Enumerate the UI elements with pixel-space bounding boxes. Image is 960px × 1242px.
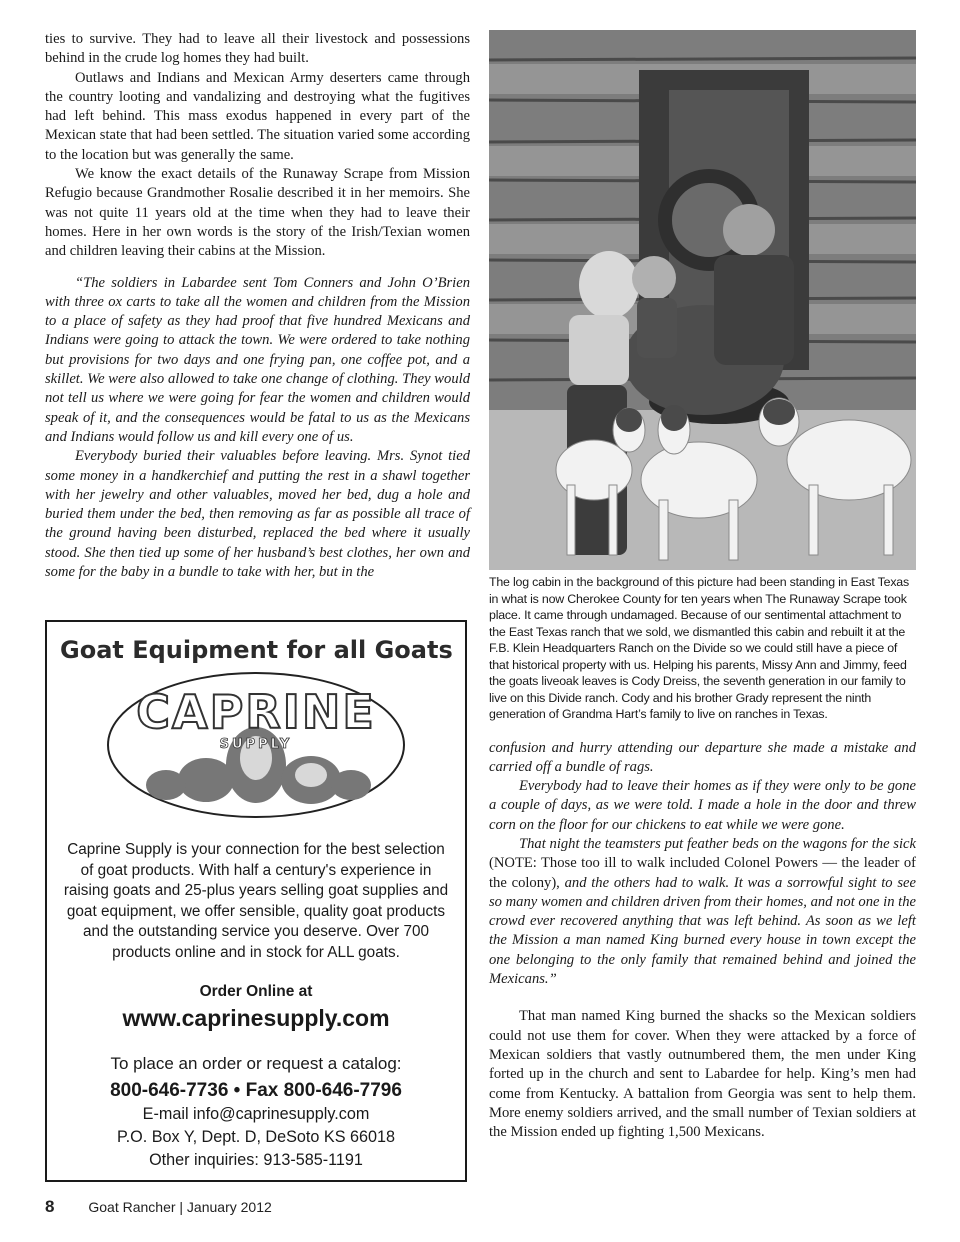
order-online-label: Order Online at	[199, 983, 313, 1000]
quote-paragraph: Everybody buried their valuables before leaving. Mrs. Synot tied some money in a handkerchief and putting the rest in a shawl together with her jewelry and other valuables, moved her bed, dug a hole and buried them under the bed, then removing as far as possible all trace of the ground having been disturbed, replaced the bed where it usually stood. She then tied up some of her husband’s best clothes, her own and some for the baby in a bundle to take with her, but in the	[45, 448, 470, 581]
publication-info: Goat Rancher | January 2012	[88, 1199, 272, 1215]
logo-text: CAPRINE	[136, 685, 376, 739]
quote-paragraph-mixed	[489, 835, 916, 989]
editor-note: (NOTE: Those too ill to walk included Colonel Powers — the leader of the colony),	[489, 855, 916, 891]
cabin-family-goats-photo	[489, 30, 916, 570]
quote-paragraph: “The soldiers in Labardee sent Tom Conners and John O’Brien with three ox carts to take all the women and children from the Mission to a place of safety as they had proof that five hundred Mexicans and Indians were going to attack the town. We were ordered to take nothing but provisions for two days and one frying pan, one coffee pot, and a skillet. We were also allowed to take one change of clothing. They would not tell us where we were going for fear the women and children would speak of it, and the consequences would be fatal to us as the Mexicans and Indians would follow us and kill every one of us.	[45, 274, 470, 445]
ad-description: Caprine Supply is your connection for the best selection of goat products. With half a century's experience in raising goats and 25-plus years selling goat supplies and goat equipment, we offer sensible, quality goat products and the outstanding service you deserve. Over 700 products online and in stock for ALL goats.	[63, 841, 449, 961]
right-column	[489, 30, 916, 1142]
right-body-text	[489, 739, 916, 1143]
quote-part: That night the teamsters put feather beds on the wagons for the sick	[519, 835, 916, 852]
photo-illustration	[489, 30, 916, 570]
quote-part: and the others had to walk. It was a sorrowful sight to see so many women and children driven from their homes, and not one in the crowd ever recovered anything that was left behind. As soon as we left the Mission a man named King burned every house in town except the one belonging to the only family that remained behind and joined the Mexicans.”	[489, 874, 916, 988]
quote-paragraph: confusion and hurry attending our departure she made a mistake and carried off a bundle of rags.	[489, 739, 916, 775]
other-inquiries: Other inquiries: 913-585-1191	[149, 1151, 363, 1169]
photo-caption: The log cabin in the background of this picture had been standing in East Texas in what is now Cherokee County for ten years when The Runaway Scrape took place. It came through undamaged. Because of our sentimental attachment to the East Texas ranch that we sold, we dismantled this cabin and rebuilt it at the F.B. Klein Headquarters Ranch on the Divide so we could still have a piece of that historical property with us. Helping his parents, Missy Ann and Jimmy, feed the goats liveoak leaves is Cody Dreiss, the seventh generation in our family to live on this Divide ranch. Cody and his brother Grady represent the ninth generation of Grandma Hart’s family to live on ranches in Texas.	[489, 575, 909, 721]
page-footer	[45, 1197, 545, 1217]
catalog-prompt: To place an order or request a catalog:	[110, 1054, 402, 1073]
quote-paragraph: Everybody had to leave their homes as if they were only to be gone a couple of days, as we were told. I made a hole in the door and threw corn on the floor for our chickens to eat while we were gone.	[489, 778, 916, 833]
mailing-address: P.O. Box Y, Dept. D, DeSoto KS 66018	[116, 1128, 396, 1146]
page-number: 8	[45, 1197, 55, 1216]
email-line: E-mail info@caprinesupply.com	[142, 1105, 370, 1123]
body-paragraph: That man named King burned the shacks so the Mexican soldiers could not use them for cover. When they were attacked by a force of Mexican soldiers that vastly outnumbered them, the men under King forted up in the church and sent to Labardee for help. King’s men had come from Kentucky. A battalion from Georgia was sent to help them. More enemy soldiers arrived, and the small number of Texian soldiers at the Mission ended up fighting 1,500 Mexicans.	[489, 1008, 916, 1141]
body-paragraph: ties to survive. They had to leave all their livestock and possessions behind in the crude log homes they had built.	[45, 31, 470, 67]
logo-subtext: SUPPLY	[219, 737, 293, 752]
caprine-supply-logo	[106, 670, 406, 820]
website-link[interactable]: www.caprinesupply.com	[122, 1005, 390, 1031]
body-paragraph: Outlaws and Indians and Mexican Army deserters came through the country looting and vandalizing and destroying what the fugitives had left behind. This mass exodus happened in every part of the Mexican state that had been settled. The situation varied some according to the location but was generally the same.	[45, 69, 470, 163]
caprine-supply-ad	[45, 620, 467, 1182]
body-paragraph: We know the exact details of the Runaway Scrape from Mission Refugio because Grandmother Rosalie described it in her memoirs. She was not quite 11 years old at the time when they had to leave their homes. Here in her own words is the story of the Irish/Texian women and children leaving their cabins at the Mission.	[45, 166, 470, 260]
phone-fax: 800-646-7736 • Fax 800-646-7796	[110, 1080, 402, 1101]
ad-title: Goat Equipment for all Goats	[60, 636, 453, 664]
left-column	[45, 30, 470, 582]
